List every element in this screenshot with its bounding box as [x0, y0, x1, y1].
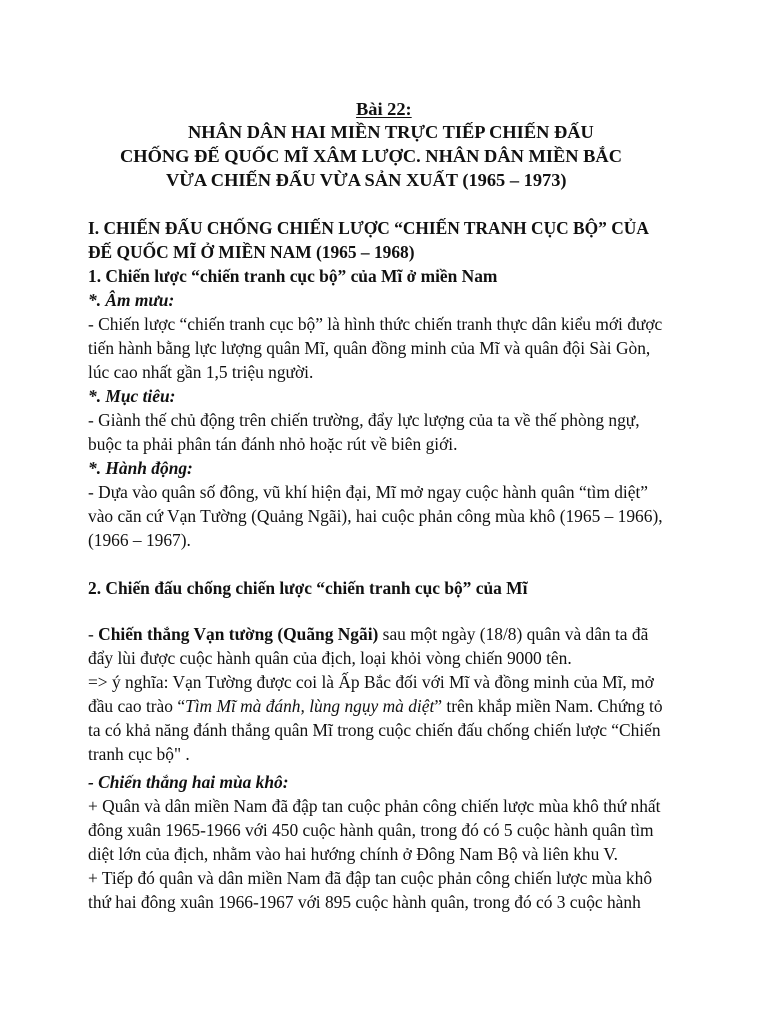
- am-muu-text-line: lúc cao nhất gần 1,5 triệu người.: [88, 362, 314, 382]
- hai-mua-kho-text-line: đông xuân 1965-1966 với 450 cuộc hành quân, trong đó có 5 cuộc hành quân tìm: [88, 820, 654, 840]
- hanh-dong-text-line: vào căn cứ Vạn Tường (Quảng Ngãi), hai cuộc phản công mùa khô (1965 – 1966),: [88, 506, 663, 526]
- muc-tieu-text-line: - Giành thế chủ động trên chiến trường, đẩy lực lượng của ta về thế phòng ngự,: [88, 410, 640, 430]
- lesson-number: Bài 22:: [356, 99, 412, 119]
- hanh-dong-text-line: - Dựa vào quân số đông, vũ khí hiện đại, Mĩ mở ngay cuộc hành quân “tìm diệt”: [88, 482, 649, 502]
- van-tuong-bold-label: Chiến thắng Vạn tường (Quãng Ngãi): [98, 624, 379, 644]
- section-heading-line-2: ĐẾ QUỐC MĨ Ở MIỀN NAM (1965 – 1968): [88, 242, 415, 262]
- subsection-heading-2: 2. Chiến đấu chống chiến lược “chiến tranh cục bộ” của Mĩ: [88, 578, 528, 598]
- subsection-heading-1: 1. Chiến lược “chiến tranh cục bộ” của Mĩ ở miền Nam: [88, 266, 498, 286]
- van-tuong-dash: -: [88, 624, 99, 644]
- y-nghia-text-a: đầu cao trào “: [88, 696, 186, 716]
- hai-mua-kho-text-line: diệt lớn của địch, nhằm vào hai hướng chính ở Đông Nam Bộ và liên khu V.: [88, 844, 618, 864]
- y-nghia-line-4: tranh cục bộ" .: [88, 744, 190, 764]
- y-nghia-line-2: [88, 694, 663, 718]
- section-heading-line-1: I. CHIẾN ĐẤU CHỐNG CHIẾN LƯỢC “CHIẾN TRANH CỤC BỘ” CỦA: [88, 218, 649, 238]
- hai-mua-kho-text-line: thứ hai đông xuân 1966-1967 với 895 cuộc hành quân, trong đó có 3 cuộc hành: [88, 892, 641, 912]
- hai-mua-kho-text-line: + Quân và dân miền Nam đã đập tan cuộc phản công chiến lược mùa khô thứ nhất: [88, 796, 661, 816]
- muc-tieu-heading: *. Mục tiêu:: [88, 386, 176, 406]
- hai-mua-kho-text-line: + Tiếp đó quân và dân miền Nam đã đập tan cuộc phản công chiến lược mùa khô: [88, 868, 653, 888]
- van-tuong-paragraph-line-1: [88, 622, 648, 646]
- am-muu-heading: *. Âm mưu:: [88, 290, 175, 310]
- van-tuong-paragraph-line-2: đẩy lùi được cuộc hành quân của địch, loại khỏi vòng chiến 9000 tên.: [88, 648, 572, 668]
- hai-mua-kho-heading: - Chiến thắng hai mùa khô:: [88, 772, 289, 792]
- title-line-1: NHÂN DÂN HAI MIỀN TRỰC TIẾP CHIẾN ĐẤU: [188, 122, 594, 142]
- van-tuong-rest: sau một ngày (18/8) quân và dân ta đã: [378, 624, 649, 644]
- title-line-2: CHỐNG ĐẾ QUỐC MĨ XÂM LƯỢC. NHÂN DÂN MIỀN BẮC: [120, 146, 622, 166]
- muc-tieu-text-line: buộc ta phải phân tán đánh nhỏ hoặc rút về biên giới.: [88, 434, 458, 454]
- am-muu-text-line: - Chiến lược “chiến tranh cục bộ” là hình thức chiến tranh thực dân kiểu mới được: [88, 314, 663, 334]
- y-nghia-text-b: ” trên khắp miền Nam. Chứng tỏ: [434, 696, 663, 716]
- title-line-3: VỪA CHIẾN ĐẤU VỪA SẢN XUẤT (1965 – 1973): [166, 170, 567, 190]
- am-muu-text-line: tiến hành bằng lực lượng quân Mĩ, quân đồng minh của Mĩ và quân đội Sài Gòn,: [88, 338, 651, 358]
- y-nghia-slogan: Tìm Mĩ mà đánh, lùng ngụy mà diệt: [185, 696, 435, 716]
- y-nghia-line-1: => ý nghĩa: Vạn Tường được coi là Ấp Bắc đối với Mĩ và đồng minh của Mĩ, mở: [88, 672, 654, 692]
- y-nghia-line-3: ta có khả năng đánh thắng quân Mĩ trong cuộc chiến đấu chống chiến lược “Chiến: [88, 720, 661, 740]
- hanh-dong-heading: *. Hành động:: [88, 458, 193, 478]
- hanh-dong-text-line: (1966 – 1967).: [88, 530, 191, 550]
